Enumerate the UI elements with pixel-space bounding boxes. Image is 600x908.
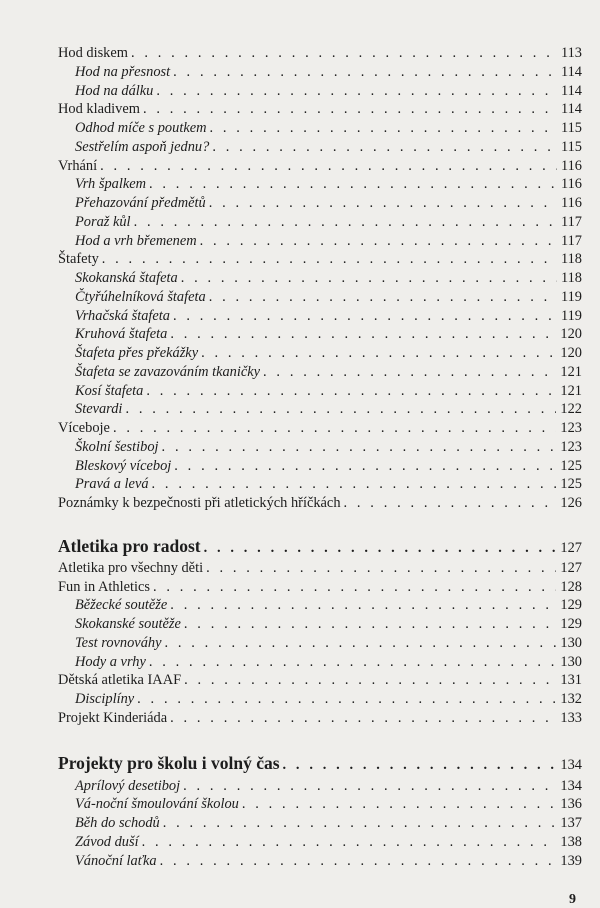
dot-leader [156,82,557,101]
toc-entry [58,63,582,82]
toc-entry [58,457,582,476]
dot-leader [170,596,556,615]
toc-entry [58,578,582,597]
dot-leader [113,419,556,438]
dot-leader [209,194,557,213]
toc-entry-title: Hod a vrh břemenem [75,232,197,249]
toc-entry-title: Poraž kůl [75,213,131,230]
toc-entry-title: Atletika pro radost [58,535,201,556]
toc-entry-page: 113 [560,45,582,61]
dot-leader [164,634,556,653]
toc-entry [58,653,582,672]
toc-entry-title: Test rovnováhy [75,634,162,651]
toc-entry-page: 139 [560,852,582,869]
toc-entry-page: 118 [560,251,582,268]
toc-entry-page: 121 [560,363,582,380]
toc-entry [58,100,582,119]
dot-leader [209,119,556,138]
toc-entry-title: Projekty pro školu i volný čas [58,752,280,773]
toc-entry-title: Sestřelím aspoň jednu? [75,138,210,155]
toc-entry [58,671,582,690]
dot-leader [283,753,557,775]
toc-entry-title: Aprílový desetiboj [75,777,181,794]
toc-entry [58,382,582,401]
toc-entry [58,175,582,194]
dot-leader [204,536,557,558]
dot-leader [206,559,556,578]
toc-entry-page: 115 [560,138,582,155]
toc-entry-page: 117 [560,213,582,230]
toc-entry-title: Vánoční laťka [75,852,157,869]
dot-leader [146,382,556,401]
toc-entry-title: Projekt Kinderiáda [58,709,168,726]
toc-entry-page: 138 [560,833,582,850]
toc-entry-page: 122 [560,401,582,418]
dot-leader [102,250,557,269]
toc-entry-page: 123 [560,420,582,436]
dot-leader [181,269,557,288]
toc-entry-title: Běh do schodů [75,815,160,831]
dot-leader [100,157,557,176]
toc-entry-page: 131 [560,672,582,689]
toc-entry [58,250,582,269]
dot-leader [174,457,556,476]
toc-entry-page: 134 [560,777,582,794]
dot-leader [184,615,557,634]
dot-leader [173,63,557,82]
toc-entry-page: 121 [560,382,582,399]
dot-leader [163,814,557,833]
dot-leader [162,438,557,457]
toc-entry-page: 128 [560,578,582,595]
page-number: 9 [569,892,576,907]
toc-entry [58,596,582,615]
dot-leader [183,777,556,796]
toc-entry-title: Vrhání [58,157,98,174]
toc-section-heading [58,534,582,558]
toc-entry-page: 127 [560,559,582,576]
toc-entry [58,634,582,653]
toc-entry-page: 115 [560,120,582,136]
dot-leader [200,232,557,251]
toc-entry-page: 120 [560,345,582,361]
dot-leader [160,852,557,871]
toc-entry [58,690,582,709]
toc-entry-title: Štafeta se zavazováním tkaničky [75,363,261,380]
toc-entry [58,269,582,288]
dot-leader [149,175,557,194]
dot-leader [134,213,557,232]
toc-entry-title: Skokanské soutěže [75,616,181,632]
dot-leader [344,494,557,513]
toc-entry-title: Hod kladivem [58,101,140,118]
toc-entry-page: 116 [560,195,582,211]
dot-leader [173,307,557,326]
toc-entry-title: Běžecké soutěže [75,597,168,614]
dot-leader [137,690,556,709]
toc-entry [58,438,582,457]
toc-entry [58,833,582,852]
dot-leader [201,344,556,363]
toc-entry-page: 119 [560,307,582,324]
toc-entry [58,157,582,176]
toc-entry-page: 129 [560,616,582,632]
toc-entry-title: Atletika pro všechny děti [58,559,204,576]
toc-entry-page: 114 [560,63,582,80]
toc-entry-page: 119 [560,288,582,305]
toc-entry-page: 136 [560,796,582,813]
table-of-contents [58,44,582,870]
toc-entry-title: Kruhová štafeta [75,326,168,343]
toc-entry-page: 125 [560,457,582,474]
toc-entry [58,119,582,138]
toc-entry [58,475,582,494]
toc-entry-title: Víceboje [58,420,110,436]
toc-entry-page: 116 [560,157,582,174]
toc-entry-page: 133 [560,709,582,726]
toc-entry-title: Hod na dálku [75,82,154,99]
toc-entry [58,232,582,251]
toc-entry-title: Štafeta přes překážky [75,345,199,361]
toc-entry-title: Bleskový víceboj [75,457,172,474]
toc-entry-title: Závod duší [75,833,139,850]
toc-entry [58,44,582,63]
toc-entry-title: Hody a vrhy [75,653,146,670]
dot-leader [263,363,556,382]
toc-entry-title: Čtyřúhelníková štafeta [75,288,206,305]
toc-entry [58,709,582,728]
toc-entry-page: 130 [560,634,582,651]
toc-entry [58,82,582,101]
toc-entry-page: 127 [560,539,582,556]
toc-entry-title: Skokanská štafeta [75,270,178,286]
toc-entry-title: Kosí štafeta [75,382,144,399]
dot-leader [152,475,557,494]
toc-entry-page: 117 [560,232,582,249]
toc-entry-title: Pravá a levá [75,476,149,493]
toc-entry-page: 116 [560,176,582,193]
toc-section-heading [58,751,582,775]
toc-entry-title: Přehazování předmětů [75,195,206,211]
dot-leader [125,400,556,419]
toc-entry [58,852,582,871]
toc-entry-title: Dětská atletika IAAF [58,672,182,689]
toc-entry [58,615,582,634]
dot-leader [153,578,556,597]
toc-entry-title: Hod diskem [58,45,128,61]
dot-leader [170,709,556,728]
toc-entry-title: Vrhačská štafeta [75,307,170,324]
toc-entry-page: 120 [560,326,582,343]
toc-entry-title: Poznámky k bezpečnosti při atletických hříčkách [58,495,341,511]
toc-entry-page: 114 [560,101,582,118]
dot-leader [212,138,557,157]
toc-entry-title: Odhod míče s poutkem [75,120,207,136]
toc-entry-page: 114 [560,82,582,99]
toc-entry-title: Vá-noční šmoulování školou [75,796,239,813]
toc-entry [58,494,582,513]
toc-entry-page: 137 [560,815,582,831]
toc-entry-page: 125 [560,476,582,493]
toc-entry [58,363,582,382]
toc-entry-page: 126 [560,495,582,511]
toc-entry-title: Školní šestiboj [75,438,159,455]
dot-leader [149,653,557,672]
toc-entry-page: 132 [560,691,582,707]
toc-entry [58,400,582,419]
dot-leader [170,325,556,344]
toc-entry [58,194,582,213]
toc-entry [58,288,582,307]
toc-entry [58,138,582,157]
toc-entry-title: Disciplíny [75,691,135,707]
toc-entry-title: Vrh špalkem [75,176,147,193]
toc-entry-title: Fun in Athletics [58,578,150,595]
toc-entry [58,325,582,344]
toc-entry-page: 134 [560,756,582,773]
dot-leader [209,288,557,307]
toc-entry [58,777,582,796]
toc-entry-title: Štafety [58,251,99,268]
dot-leader [142,833,557,852]
toc-entry-page: 129 [560,597,582,614]
toc-entry-title: Stevardi [75,401,123,418]
dot-leader [143,100,557,119]
toc-entry-page: 130 [560,653,582,670]
toc-entry [58,344,582,363]
toc-entry [58,795,582,814]
dot-leader [242,795,557,814]
toc-entry [58,814,582,833]
toc-entry [58,419,582,438]
toc-entry-page: 118 [560,270,582,286]
dot-leader [131,44,557,63]
dot-leader [184,671,556,690]
toc-entry [58,213,582,232]
toc-entry-title: Hod na přesnost [75,63,171,80]
toc-entry-page: 123 [560,438,582,455]
toc-entry [58,307,582,326]
toc-entry [58,559,582,578]
